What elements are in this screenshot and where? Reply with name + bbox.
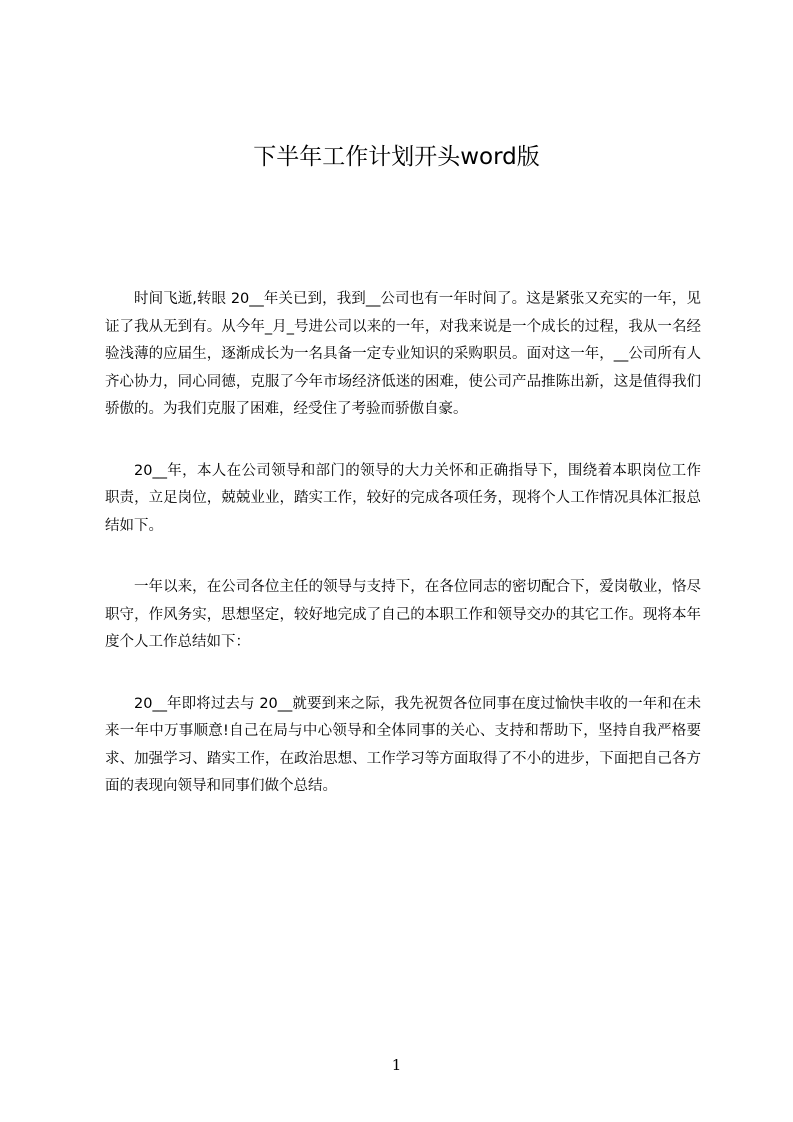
paragraph-3: 一年以来，在公司各位主任的领导与支持下，在各位同志的密切配合下，爱岗敬业，恪尽职守，作风务实，思想坚定，较好地完成了自己的本职工作和领导交办的其它工作。现将本年度个人工作总结如下： — [105, 579, 701, 650]
page-number: 1 — [391, 1056, 402, 1074]
paragraph-1: 时间飞逝,转眼 20__年关已到，我到__公司也有一年时间了。这是紧张又充实的一年，见证了我从无到有。从今年_月_号进公司以来的一年，对我来说是一个成长的过程，我从一名经验浅薄的应届生，逐渐成长为一名具备一定专业知识的采购职员。面对这一年，__公司所有人齐心协力，同心同德，克服了今年市场经济低迷的困难，使公司产品推陈出新，这是值得我们骄傲的。为我们克服了困难，经受住了考验而骄傲自豪。 — [105, 291, 701, 417]
paragraph-2: 20__年，本人在公司领导和部门的领导的大力关怀和正确指导下，围绕着本职岗位工作职责，立足岗位，兢兢业业，踏实工作，较好的完成各项任务，现将个人工作情况具体汇报总结如下。 — [105, 462, 701, 534]
document-body — [105, 286, 701, 835]
document-title: 下半年工作计划开头word版 — [253, 144, 540, 170]
paragraph-4: 20__年即将过去与 20__就要到来之际，我先祝贺各位同事在度过愉快丰收的一年和在未来一年中万事顺意!自己在局与中心领导和全体同事的关心、支持和帮助下，坚持自我严格要求、加强学习、踏实工作，在政治思想、工作学习等方面取得了不小的进步，下面把自己各方面的表现向领导和同事们做个总结。 — [105, 695, 701, 794]
